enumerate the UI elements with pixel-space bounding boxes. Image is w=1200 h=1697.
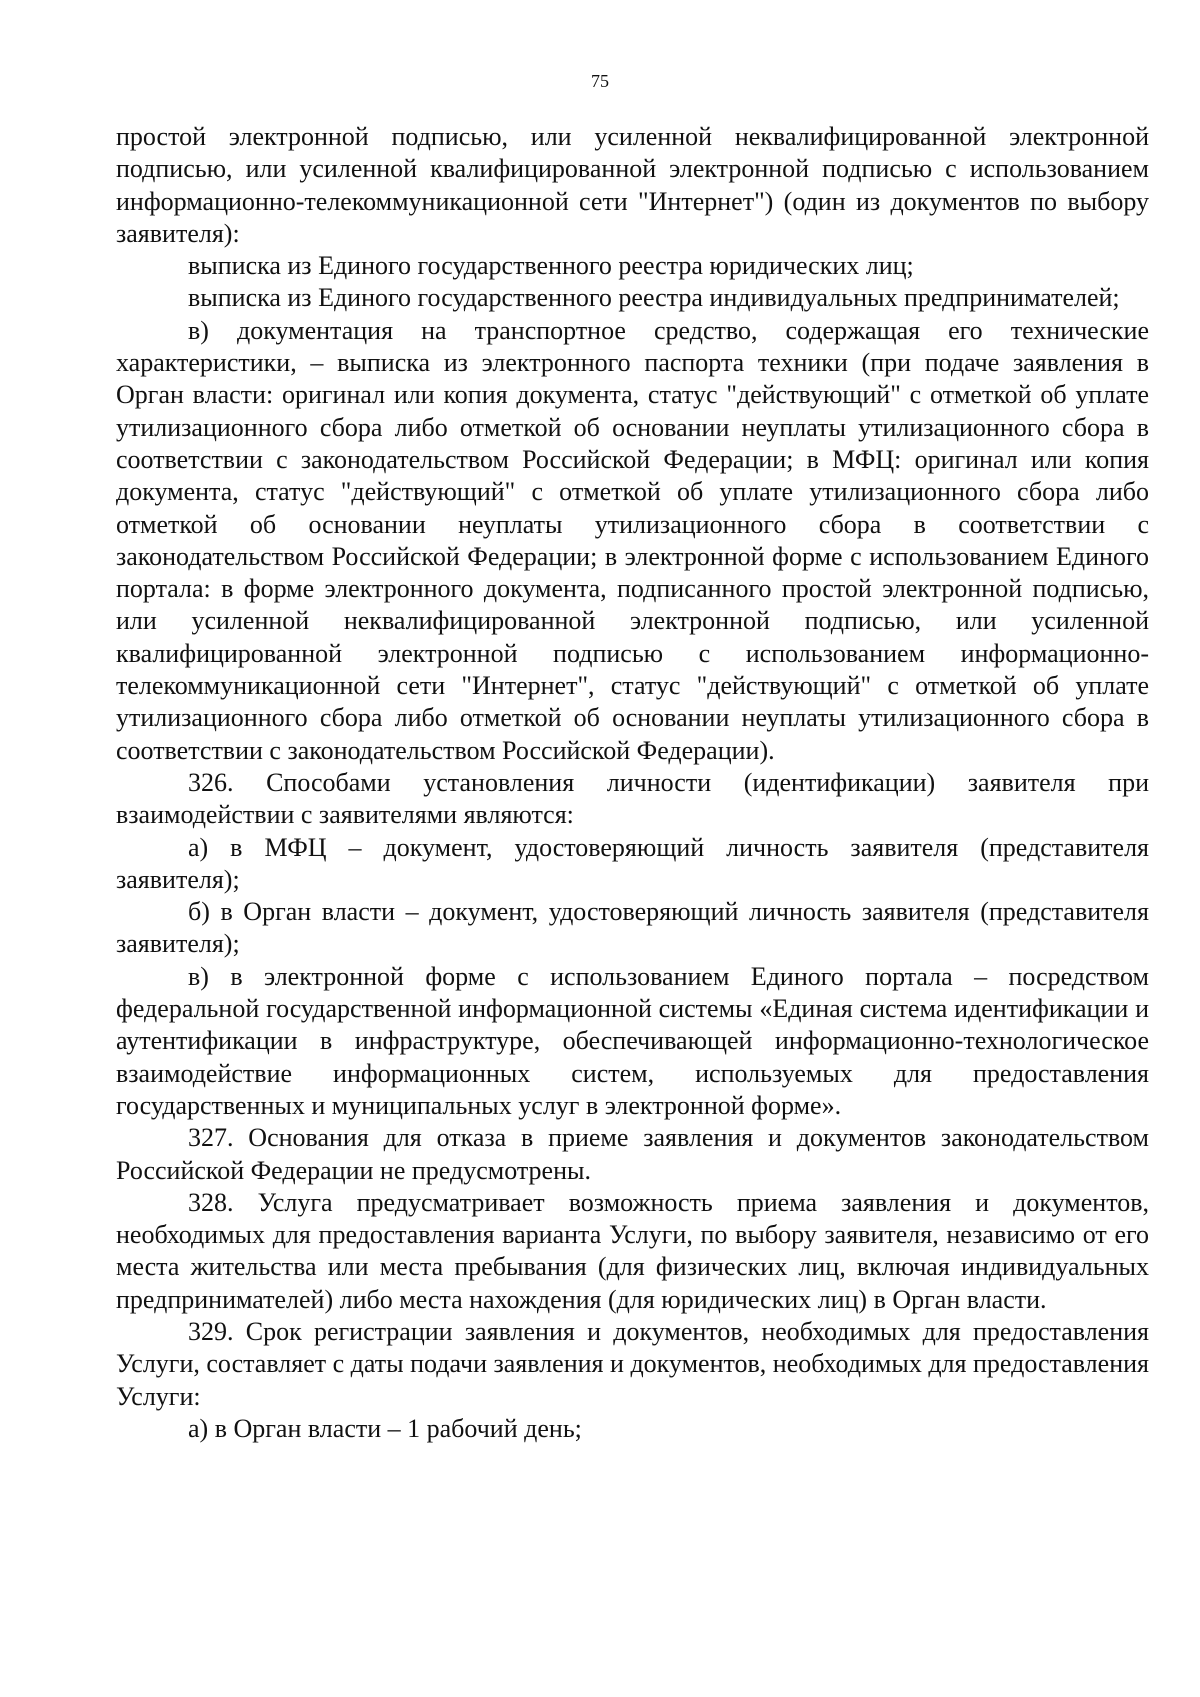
paragraph: б) в Орган власти – документ, удостоверяющий личность заявителя (представителя заявителя); xyxy=(116,897,1149,959)
paragraph: 326. Способами установления личности (идентификации) заявителя при взаимодействии с заявителями являются: xyxy=(116,767,1149,830)
paragraph: 329. Срок регистрации заявления и документов, необходимых для предоставления Услуги, составляет с даты подачи заявления и документов, необходимых для предоставления Услуги: xyxy=(116,1316,1149,1411)
paragraph: а) в Орган власти – 1 рабочий день; xyxy=(188,1413,582,1443)
paragraph: 327. Основания для отказа в приеме заявления и документов законодательством Российской Федерации не предусмотрены. xyxy=(116,1123,1149,1185)
paragraph: в) в электронной форме с использованием Единого портала – посредством федеральной государственной информационной системы «Единая система идентификации и аутентификации в инфраструктуре, обеспечивающей информационно-технологическое взаимодействие информационных систем, используемых для предоставления государственных и муниципальных услуг в электронной форме». xyxy=(116,961,1149,1120)
page-number: 75 xyxy=(591,71,609,91)
paragraph: выписка из Единого государственного реестра индивидуальных предпринимателей; xyxy=(188,283,1120,313)
paragraph: 328. Услуга предусматривает возможность приема заявления и документов, необходимых для предоставления варианта Услуги, по выбору заявителя, независимо от его места жительства или места пребывания (для физических лиц, включая индивидуальных предпринимателей) либо места нахождения (для юридических лиц) в Орган власти. xyxy=(116,1187,1149,1314)
paragraph: а) в МФЦ – документ, удостоверяющий личность заявителя (представителя заявителя); xyxy=(116,832,1149,894)
document-body xyxy=(116,121,1149,1445)
paragraph: выписка из Единого государственного реестра юридических лиц; xyxy=(188,251,914,281)
paragraph: простой электронной подписью, или усиленной неквалифицированной электронной подписью, или усиленной квалифицированной электронной подписью с использованием информационно-телекоммуникационной сети "Интернет") (один из документов по выбору заявителя): xyxy=(116,122,1149,248)
paragraph: в) документация на транспортное средство, содержащая его технические характеристики, – выписка из электронного паспорта техники (при подаче заявления в Орган власти: оригинал или копия документа, статус "действующий" с отметкой об уплате утилизационного сбора либо отметкой об основании неуплаты утилизационного сбора в соответствии с законодательством Российской Федерации; в МФЦ: оригинал или копия документа, статус "действующий" с отметкой об уплате утилизационного сбора либо отметкой об основании неуплаты утилизационного сбора в соответствии с законодательством Российской Федерации; в электронной форме с использованием Единого портала: в форме электронного документа, подписанного простой электронной подписью, или усиленной неквалифицированной электронной подписью, или усиленной квалифицированной электронной подписью с использованием информационно-телекоммуникационной сети "Интернет", статус "действующий" с отметкой об уплате утилизационного сбора либо отметкой об основании неуплаты утилизационного сбора в соответствии с законодательством Российской Федерации). xyxy=(116,315,1149,765)
